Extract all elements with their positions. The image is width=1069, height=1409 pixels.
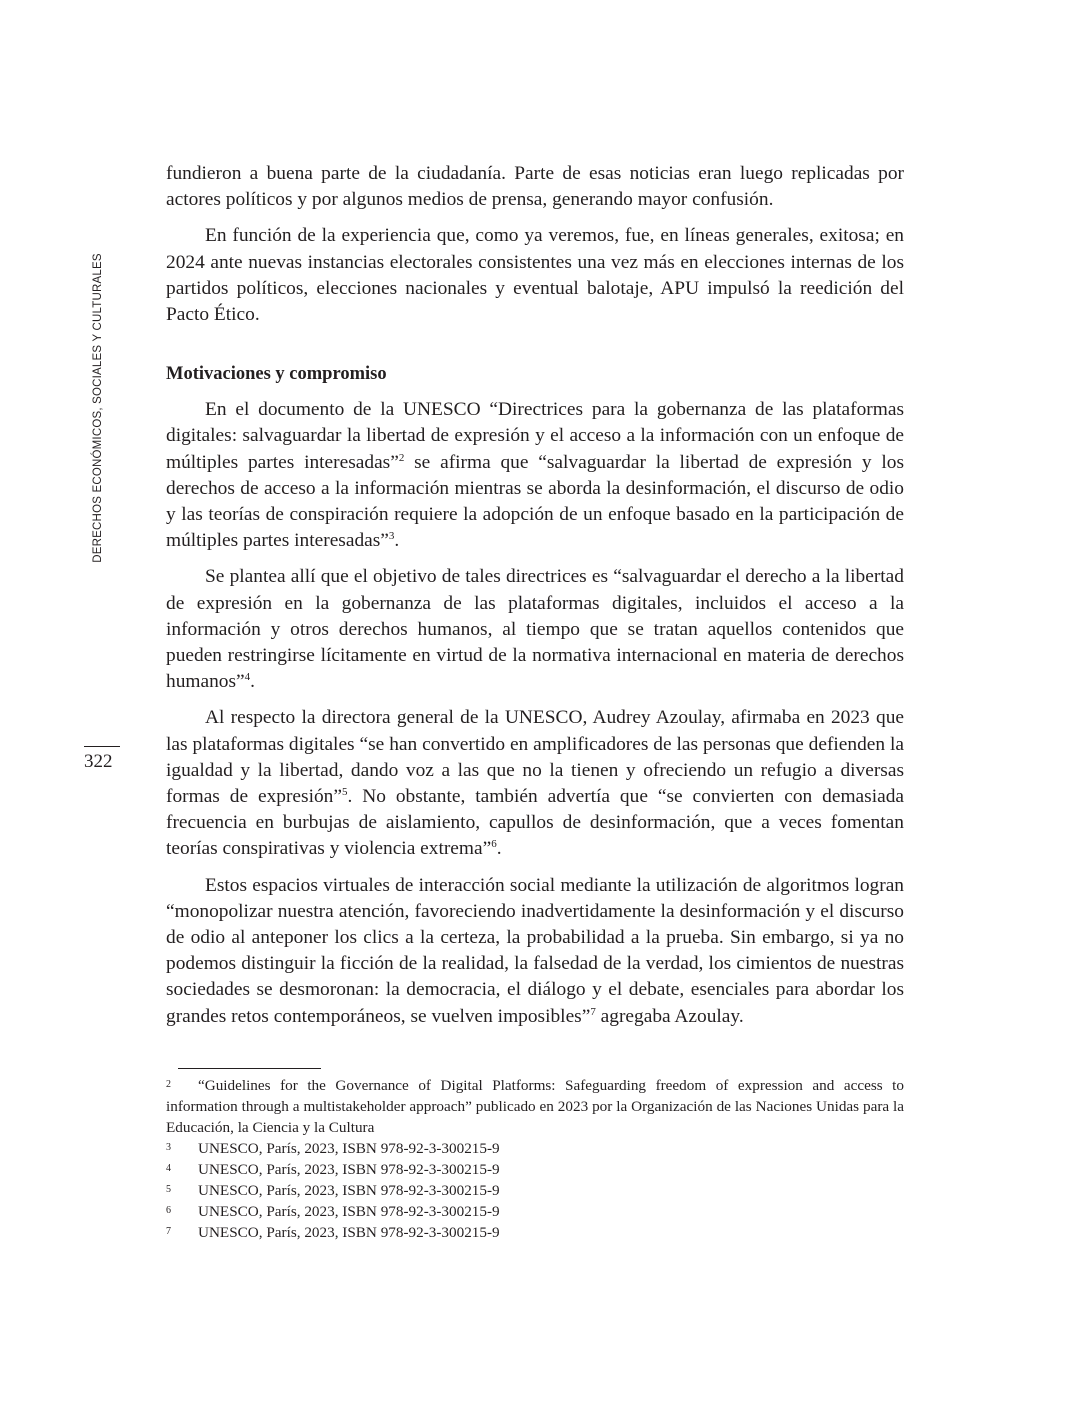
- footnote-number: 5: [166, 1184, 171, 1195]
- footnote-ref-5[interactable]: 5: [341, 786, 348, 799]
- running-section-title: DERECHOS ECONÓMICOS, SOCIALES Y CULTURALES: [92, 253, 104, 563]
- section-heading: Motivaciones y compromiso: [166, 364, 387, 385]
- footnote-text: UNESCO, París, 2023, ISBN 978-92-3-300215-9: [198, 1161, 500, 1178]
- footnote-text: UNESCO, París, 2023, ISBN 978-92-3-300215-9: [198, 1203, 500, 1220]
- footnote-number: 3: [166, 1142, 171, 1153]
- paragraph-azoulay: Al respecto la directora general de la UNESCO, Audrey Azoulay, afirmaba en 2023 que las plataformas digitales “se han convertido en amplificadores de las personas que defienden la igualdad y la libertad, dando voz a las que no la tienen y ofreciendo un refugio a diversas formas de expresión”$^5$. No obstante, también advertía que “se convierten con demasiada frecuencia en burbujas de aislamiento, capullos de desinformación, que a veces fomentan teorías conspirativas y violencia extrema”$^6$.: [166, 707, 904, 860]
- paragraph-pacto-etico: En función de la experiencia que, como ya veremos, fue, en líneas generales, exitosa; en 2024 ante nuevas instancias electorales consistentes una vez más en elecciones internas de los partidos políticos, elecciones nacionales y eventual balotaje, APU impulsó la reedición del Pacto Ético.: [166, 225, 904, 326]
- paragraph-unesco-directrices: En el documento de la UNESCO “Directrices para la gobernanza de las plataformas digitales: salvaguardar la libertad de expresión y el acceso a la información con un enfoque de múltiples partes interesadas”$^2$ se afirma que “salvaguardar la libertad de expresión y los derechos de acceso a la información mientras se aborda la desinformación, el discurso de odio y las teorías de conspiración requiere la adopción de un enfoque basado en la participación de múltiples partes interesadas”$^3$.: [166, 399, 904, 552]
- footnote-number: 2: [166, 1079, 171, 1090]
- footnote-6: [166, 1201, 904, 1222]
- footnote-number: 6: [166, 1205, 171, 1216]
- footnote-4: [166, 1159, 904, 1180]
- page-number-rule: [84, 746, 120, 747]
- footnote-text: UNESCO, París, 2023, ISBN 978-92-3-300215-9: [198, 1224, 500, 1241]
- footnote-number: 4: [166, 1163, 171, 1174]
- footnote-ref-2[interactable]: 2: [398, 451, 405, 464]
- paragraph-continuation: fundieron a buena parte de la ciudadanía. Parte de esas noticias eran luego replicadas por actores políticos y por algunos medios de prensa, generando mayor confusión.: [166, 163, 904, 211]
- footnotes: [166, 1075, 904, 1243]
- footnote-2: [166, 1075, 904, 1138]
- footnote-text: UNESCO, París, 2023, ISBN 978-92-3-300215-9: [198, 1140, 500, 1157]
- footnote-separator: [178, 1068, 321, 1069]
- paragraph-espacios-virtuales: Estos espacios virtuales de interacción social mediante la utilización de algoritmos logran “monopolizar nuestra atención, favoreciendo inadvertidamente la desinformación y el discurso de odio al anteponer los clics a la certeza, la probabilidad a la prueba. Sin embargo, si ya no podemos distinguir la ficción de la realidad, la falsedad de la verdad, los cimientos de nuestras sociedades se desmoronan: la democracia, el diálogo y el debate, esenciales para abordar los grandes retos contemporáneos, se vuelven imposibles”$^7$ agregaba Azoulay.: [166, 874, 904, 1027]
- main-body-text: [166, 161, 904, 1040]
- page-number: 322: [84, 751, 113, 772]
- footnote-7: [166, 1222, 904, 1243]
- footnote-text: “Guidelines for the Governance of Digital Platforms: Safeguarding freedom of expression and access to information through a multistakeholder approach” publicado en 2023 por la Organización de las Naciones Unidas para la Educación, la Ciencia y la Cultura: [166, 1077, 904, 1136]
- paragraph-objetivo: Se plantea allí que el objetivo de tales directrices es “salvaguardar el derecho a la libertad de expresión en la gobernanza de las plataformas digitales, incluidos el acceso a la información y otros derechos humanos, al tiempo que se tratan aquellos contenidos que pueden restringirse lícitamente en virtud de la normativa internacional en materia de derechos humanos”$^4$.: [166, 566, 904, 693]
- footnote-ref-6[interactable]: 6: [491, 838, 497, 851]
- footnote-5: [166, 1180, 904, 1201]
- footnote-ref-4[interactable]: 4: [244, 671, 251, 684]
- footnote-ref-7[interactable]: 7: [590, 1005, 596, 1018]
- footnote-3: [166, 1138, 904, 1159]
- footnote-text: UNESCO, París, 2023, ISBN 978-92-3-300215-9: [198, 1182, 500, 1199]
- footnote-ref-3[interactable]: 3: [388, 530, 395, 543]
- footnote-number: 7: [166, 1226, 171, 1237]
